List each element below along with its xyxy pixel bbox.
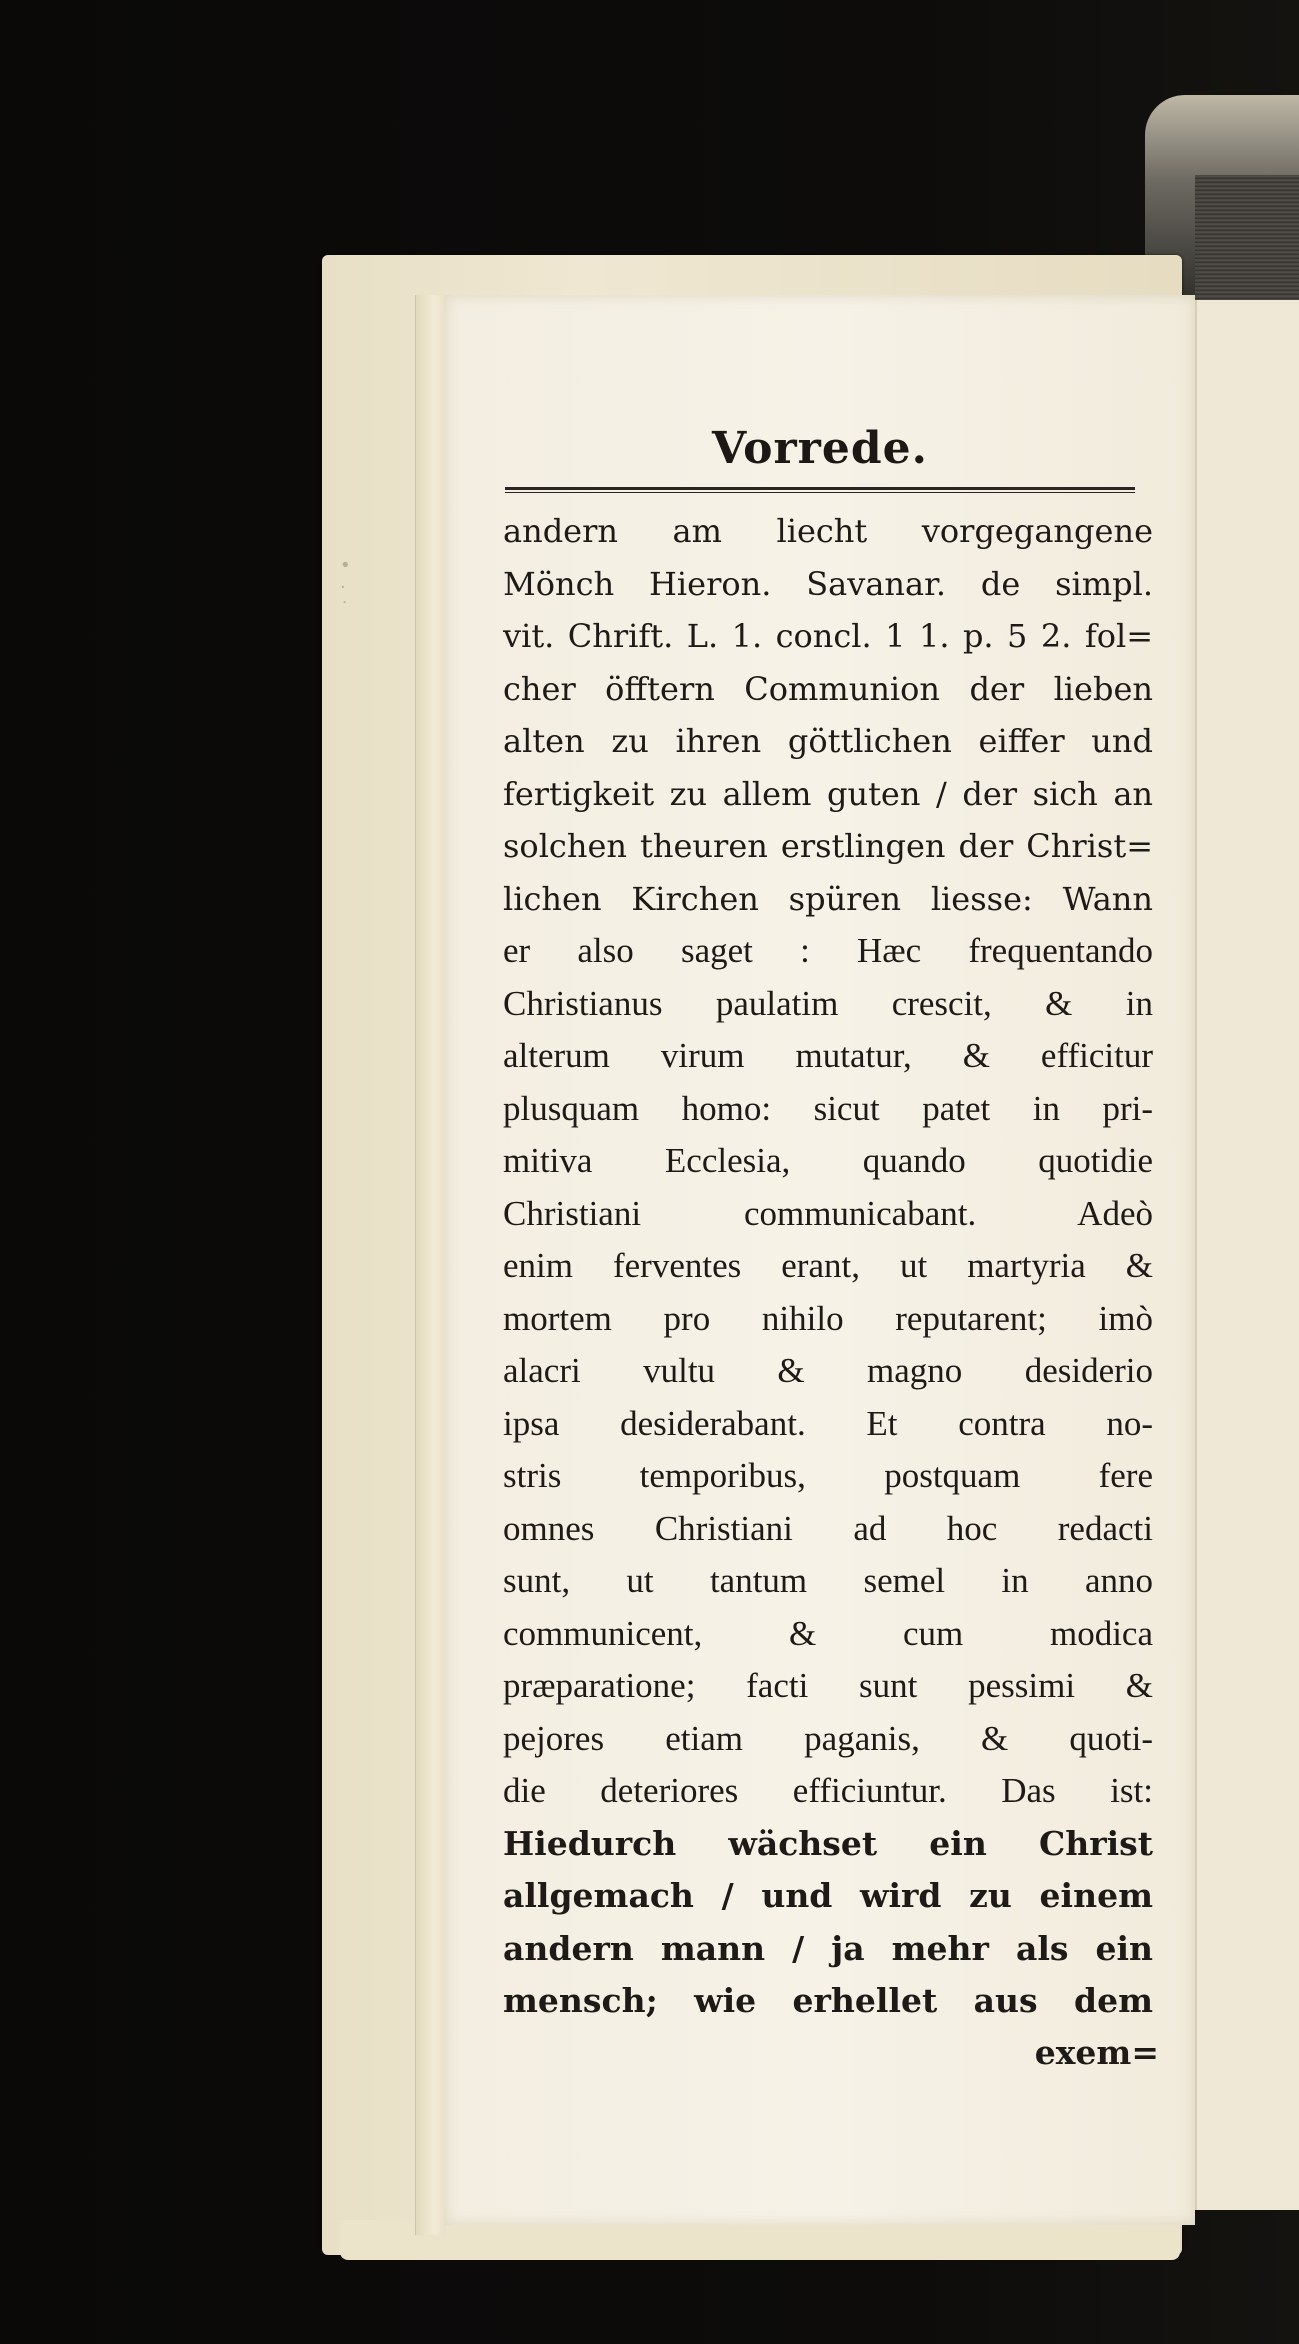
text-line: enim ferventes erant, ut martyria & [503, 1246, 1153, 1285]
text-line: ipsa desiderabant. Et contra no- [503, 1403, 1153, 1443]
text-line: Hiedurch wächset ein Christ [503, 1823, 1153, 1863]
header-rule [505, 487, 1135, 493]
book-page [445, 295, 1195, 2225]
running-header: Vorrede. [712, 423, 928, 474]
text-line: solchen theuren erstlingen der Christ= [503, 827, 1153, 865]
text-line: mortem pro nihilo reputarent; imò [503, 1298, 1153, 1338]
text-line: alten zu ihren göttlichen eiffer und [503, 722, 1153, 760]
text-line: plusquam homo: sicut patet in pri- [503, 1088, 1153, 1128]
page-edges [1195, 175, 1299, 310]
text-line: Christianus paulatim crescit, & in [503, 983, 1153, 1023]
text-line: fertigkeit zu allem guten / der sich an [503, 774, 1153, 813]
text-line: mensch; wie erhellet aus dem [503, 1981, 1153, 2020]
margin-marks: • · ˙ [340, 555, 351, 620]
text-line: pejores etiam paganis, & quoti- [503, 1718, 1153, 1758]
text-line: die deteriores efficiuntur. Das ist: [503, 1771, 1153, 1810]
text-line: stris temporibus, postquam fere [503, 1456, 1153, 1495]
text-line: præparatione; facti sunt pessimi & [503, 1666, 1153, 1705]
text-line: andern am liecht vorgegangene [503, 512, 1153, 550]
text-line: er also saget : Hæc frequentando [503, 931, 1153, 970]
gutter-fold [415, 295, 446, 2235]
text-line: mitiva Ecclesia, quando quotidie [503, 1141, 1153, 1180]
text-line: communicent, & cum modica [503, 1613, 1153, 1653]
next-leaf [1195, 300, 1299, 2210]
text-line: lichen Kirchen spüren liesse: Wann [503, 879, 1153, 918]
text-line: vit. Chrift. L. 1. concl. 1 1. p. 5 2. fol= [503, 617, 1153, 655]
text-line: alacri vultu & magno desiderio [503, 1351, 1153, 1390]
text-line: Mönch Hieron. Savanar. de simpl. [503, 564, 1153, 603]
text-line: andern mann / ja mehr als ein [503, 1928, 1153, 1968]
text-line: alterum virum mutatur, & efficitur [503, 1036, 1153, 1075]
text-line: allgemach / und wird zu einem [503, 1876, 1153, 1915]
catchword: exem= [1034, 2033, 1159, 2072]
body-text [503, 505, 1153, 2028]
text-line: cher öfftern Communion der lieben [503, 669, 1153, 708]
text-line: Christiani communicabant. Adeò [503, 1193, 1153, 1233]
text-line: omnes Christiani ad hoc redacti [503, 1508, 1153, 1548]
cover-bottom-edge [340, 2220, 1180, 2260]
text-line: sunt, ut tantum semel in anno [503, 1561, 1153, 1600]
